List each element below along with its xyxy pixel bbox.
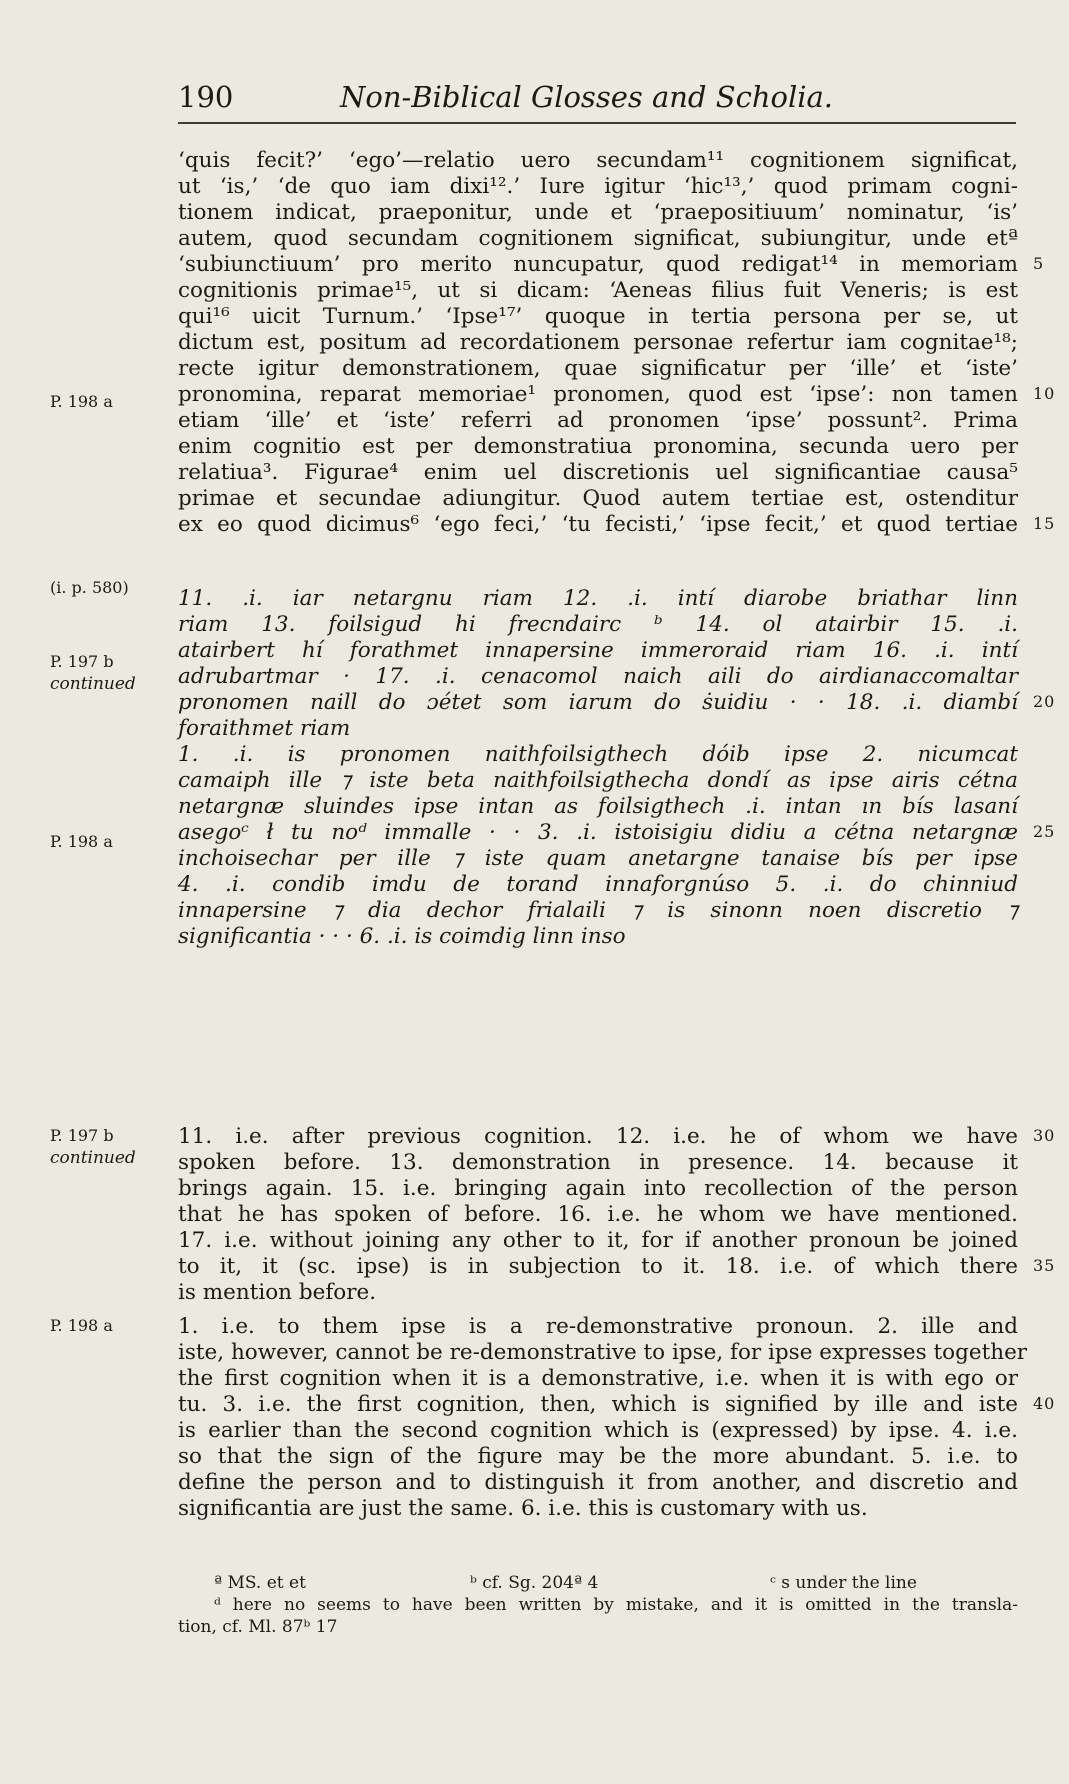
- text-line: 1. .i. is pronomen naithfoilsigthech dóib ipse 2. nicumcat: [178, 742, 1018, 767]
- text-line: is earlier than the second cognition which is (expressed) by ipse. 4. i.e.: [178, 1418, 1018, 1443]
- margin-ref: (i. p. 580): [50, 578, 129, 597]
- footnote: ᶜ s under the line: [770, 1573, 917, 1593]
- text-line: primae et secundae adiungitur. Quod autem tertiae est, ostenditur: [178, 486, 1018, 511]
- text-line: netargnæ sluindes ipse intan as foilsigthech .i. intan ın bís lasaní: [178, 794, 1018, 819]
- text-line: atairbert hí forathmet innapersine immeroraid riam 16. .i. intí: [178, 638, 1018, 663]
- text-line: ut ‘is,’ ‘de quo iam dixi¹².’ Iure igitur ‘hic¹³,’ quod primam cogni-: [178, 174, 1018, 199]
- text-line: camaiph ille ⁊ iste beta naithfoilsigthecha dondí as ipse airis cétna: [178, 768, 1018, 793]
- text-line: the first cognition when it is a demonstrative, i.e. when it is with ego or: [178, 1366, 1018, 1391]
- text-line: ‘subiunctiuum’ pro merito nuncupatur, quod redigat¹⁴ in memoriam: [178, 252, 1018, 277]
- footnote: ª MS. et et: [214, 1573, 306, 1593]
- margin-ref: continued: [50, 674, 136, 694]
- footnote: ᵇ cf. Sg. 204ª 4: [470, 1573, 599, 1593]
- text-line: 4. .i. condib imdu de torand innaforgnúso 5. .i. do chinniud: [178, 872, 1018, 897]
- text-line: ex eo quod dicimus⁶ ‘ego feci,’ ‘tu fecisti,’ ‘ipse fecit,’ et quod tertiae: [178, 512, 1018, 537]
- text-line: 11. .i. iar netargnu riam 12. .i. intí diarobe briathar linn: [178, 586, 1018, 611]
- text-line: ‘quis fecit?’ ‘ego’—relatio uero secundam¹¹ cognitionem significat,: [178, 148, 1018, 173]
- margin-ref: P. 198 a: [50, 832, 113, 851]
- line-number: 30: [1033, 1126, 1056, 1145]
- text-line: pronomen naill do ɔétet som iarum do ṡuidiu · · 18. .i. diambí: [178, 690, 1018, 715]
- text-line: adrubartmar · 17. .i. cenacomol naich aili do airdianaccomaltar: [178, 664, 1018, 689]
- footnote: tion, cf. Ml. 87ᵇ 17: [178, 1617, 338, 1637]
- line-number: 25: [1033, 822, 1056, 841]
- line-number: 35: [1033, 1256, 1056, 1275]
- text-line: so that the sign of the figure may be the more abundant. 5. i.e. to: [178, 1444, 1018, 1469]
- text-line: inchoisechar per ille ⁊ iste quam anetargne tanaise bís per ipse: [178, 846, 1018, 871]
- running-title: Non-Biblical Glosses and Scholia.: [340, 80, 834, 114]
- text-line: 1. i.e. to them ipse is a re-demonstrative pronoun. 2. ille and: [178, 1314, 1018, 1339]
- text-line: etiam ‘ille’ et ‘iste’ referri ad pronomen ‘ipse’ possunt². Prima: [178, 408, 1018, 433]
- text-line: recte igitur demonstrationem, quae significatur per ‘ille’ et ‘iste’: [178, 356, 1018, 381]
- line-number: 40: [1033, 1394, 1056, 1413]
- text-line: define the person and to distinguish it from another, and discretio and: [178, 1470, 1018, 1495]
- text-line: dictum est, positum ad recordationem personae refertur iam cognitae¹⁸;: [178, 330, 1018, 355]
- footnote: ᵈ here no seems to have been written by mistake, and it is omitted in the transla-: [214, 1595, 1018, 1615]
- line-number: 20: [1033, 692, 1056, 711]
- line-number: 15: [1033, 514, 1056, 533]
- text-line: qui¹⁶ uicit Turnum.’ ‘Ipse¹⁷’ quoque in tertia persona per se, ut: [178, 304, 1018, 329]
- text-line: autem, quod secundam cognitionem significat, subiungitur, unde etª: [178, 226, 1018, 251]
- margin-ref: P. 198 a: [50, 392, 113, 411]
- text-line: asegoᶜ ł tu noᵈ immalle · · 3. .i. istoisigiu didiu a cétna netargnæ: [178, 820, 1018, 845]
- margin-ref: P. 197 b: [50, 652, 114, 671]
- text-line: tu. 3. i.e. the first cognition, then, which is signified by ille and iste: [178, 1392, 1018, 1417]
- text-line: 11. i.e. after previous cognition. 12. i.e. he of whom we have: [178, 1124, 1018, 1149]
- page-number: 190: [178, 80, 234, 114]
- text-line: iste, however, cannot be re-demonstrative to ipse, for ipse expresses together: [178, 1340, 1028, 1365]
- text-line: brings again. 15. i.e. bringing again into recollection of the person: [178, 1176, 1018, 1201]
- text-line: relatiua³. Figurae⁴ enim uel discretionis uel significantiae causa⁵: [178, 460, 1018, 485]
- text-line: spoken before. 13. demonstration in presence. 14. because it: [178, 1150, 1018, 1175]
- text-line: cognitionis primae¹⁵, ut si dicam: ‘Aeneas filius fuit Veneris; is est: [178, 278, 1018, 303]
- text-line: 17. i.e. without joining any other to it, for if another pronoun be joined: [178, 1228, 1018, 1253]
- text-line: is mention before.: [178, 1280, 377, 1305]
- text-line: significantia are just the same. 6. i.e. this is customary with us.: [178, 1496, 868, 1521]
- text-line: enim cognitio est per demonstratiua pronomina, secunda uero per: [178, 434, 1018, 459]
- text-line: innapersine ⁊ dia dechor frialaili ⁊ is sinonn noen discretio ⁊: [178, 898, 1018, 923]
- line-number: 10: [1033, 384, 1056, 403]
- text-line: riam 13. foilsigud hi frecndairc ᵇ 14. ol atairbir 15. .i.: [178, 612, 1018, 637]
- header-rule: [178, 122, 1016, 124]
- text-line: pronomina, reparat memoriae¹ pronomen, quod est ‘ipse’: non tamen: [178, 382, 1018, 407]
- text-line: foraithmet riam: [178, 716, 351, 741]
- margin-ref: P. 197 b: [50, 1126, 114, 1145]
- text-line: significantia · · · 6. .i. is coimdig linn inso: [178, 924, 626, 949]
- margin-ref: P. 198 a: [50, 1316, 113, 1335]
- margin-ref: continued: [50, 1148, 136, 1168]
- text-line: tionem indicat, praeponitur, unde et ‘praepositiuum’ nominatur, ‘is’: [178, 200, 1018, 225]
- text-line: to it, it (sc. ipse) is in subjection to it. 18. i.e. of which there: [178, 1254, 1018, 1279]
- line-number: 5: [1033, 254, 1045, 273]
- text-line: that he has spoken of before. 16. i.e. he whom we have mentioned.: [178, 1202, 1018, 1227]
